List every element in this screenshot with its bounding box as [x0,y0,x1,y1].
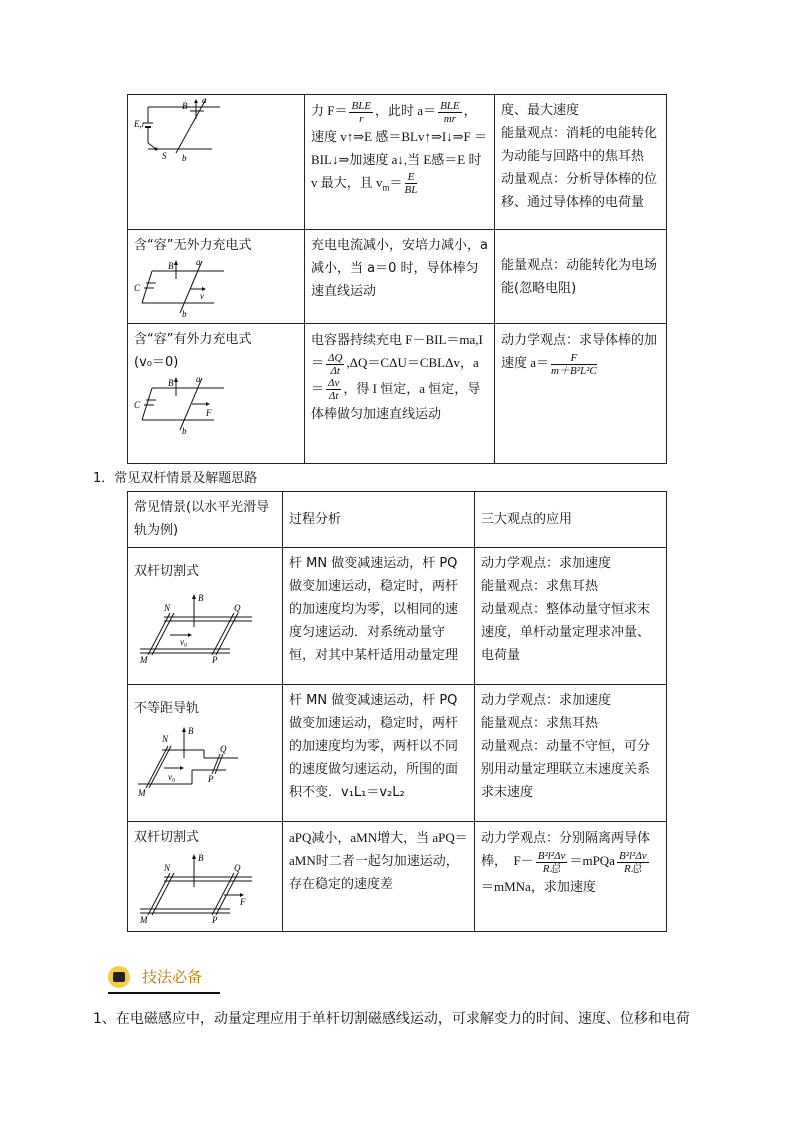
cell-process-5: 杆 MN 做变减速运动，杆 PQ 做变加速运动，稳定时，两杆的加速度均为零，两杆以不同的速度做匀速运动，所围的面积不变．v₁L₁＝v₂L₂ [283,685,475,822]
denominator: r [359,112,364,125]
section-underline [108,992,220,994]
cell-process-3 [305,324,495,464]
label-v0: v₀ [168,772,176,782]
paragraph-1: 1、在电磁感应中，动量定理应用于单杆切割磁感线运动，可求解变力的时间、速度、位移和电荷 [93,1011,690,1027]
fraction [617,850,649,875]
denominator: Δt [330,364,340,377]
label-F: F [206,408,212,418]
fraction [536,850,568,875]
table-row [128,230,667,324]
numerator: B²l²Δv [618,849,647,862]
capacitor-diagram-2 [134,257,244,317]
cell-diagram-6 [128,822,283,932]
label-M: M [140,915,148,923]
label-P: P [212,655,218,663]
table-row [128,324,667,464]
cell-diagram-1 [128,95,305,230]
book-icon [108,966,130,988]
label-P: P [212,915,218,923]
label-a: a [202,97,207,105]
section-heading [108,963,220,995]
text: 动力学观点：求导体棒的加速度 a＝ [501,332,658,370]
label-B: B [198,853,204,863]
cell-viewpoints-5: 动力学观点：求加速度 能量观点：求焦耳热 动量观点：动量不守恒，可分别用动量定理联立末速度关系求末速度 [475,685,667,822]
label-B: B [182,101,188,111]
fraction [405,171,418,196]
label-B: B [168,261,174,271]
text: ＝mPQa [569,853,615,868]
section-title: 技法必备 [142,968,203,986]
scenario-label: 双杆切割式 [134,564,200,579]
scenario-label: 不等距导轨 [134,701,200,716]
label-Er: E,r [134,119,146,129]
cell-diagram-5 [128,685,283,822]
header-process: 过程分析 [283,492,475,548]
fraction [349,100,373,125]
scenario-label: 含“容”无外力充电式 [134,238,252,253]
table-double-rod [127,491,667,932]
text: 动力学观点：分别隔离两导体棒， F－ [481,830,651,868]
label-a: a [196,374,201,384]
scenario-condition: (v₀＝0) [134,355,179,370]
label-b: b [182,309,187,317]
cell-process-6: aPQ减小，aMN增大，当 aPQ＝aMN时二者一起匀加速运动，存在稳定的速度差 [283,822,475,932]
cell-viewpoints-2: 能量观点：动能转化为电场能(忽略电阻) [495,230,667,324]
cell-viewpoints-6 [475,822,667,932]
numerator: ΔQ [328,351,343,364]
table-single-rod [127,94,667,464]
fraction [438,100,462,125]
text: ，此时 a＝ [375,103,437,118]
table-header-row [128,492,667,548]
label-S: S [162,151,167,161]
numerator: BLE [351,99,372,112]
label-M: M [140,655,148,663]
label-b: b [182,153,187,163]
label-B: B [168,378,174,388]
label-v0: v₀ [180,637,188,647]
table-row [128,685,667,822]
text: ＝mMNa，求加速度 [481,878,596,894]
label-Q: Q [234,603,241,613]
label-N: N [164,603,171,613]
label-N: N [164,863,171,873]
label-b: b [182,426,187,436]
cell-process-2: 充电电流减小，安培力减小，a 减小，当 a＝0 时，导体棒匀速直线运动 [305,230,495,324]
text: ，得 I 恒定，a 恒定，导体棒做匀加速直线运动 [311,380,481,422]
label-a: a [196,257,201,267]
capacitor-diagram-3 [134,374,244,436]
scenario-label: 双杆切割式 [134,830,200,845]
label-B: B [198,593,204,603]
double-rod-diagram-2 [134,849,264,923]
label-P: P [208,774,214,784]
table-row [128,95,667,230]
table-row [128,548,667,685]
denominator: m＋B²L²C [551,364,597,377]
table-row [128,822,667,932]
scenario-label: 含“容”有外力充电式 [134,332,252,347]
text: 力 F＝ [311,103,348,118]
cell-viewpoints-1: 度、最大速度 能量观点：消耗的电能转化为动能与回路中的焦耳热 动量观点：分析导体棒的位移、通过导体棒的电荷量 [495,95,667,230]
numerator: E [405,171,418,184]
cell-process-1 [305,95,495,230]
text: ,ΔQ＝CΔU＝CBLΔv，a＝ [311,355,479,396]
numerator: Δv [328,377,340,390]
denominator: R总 [623,862,642,875]
cell-viewpoints-4: 动力学观点：求加速度 能量观点：求焦耳热 动量观点：整体动量守恒求末速度，单杆动量定理求冲量、电荷量 [475,548,667,685]
numerator: B²l²Δv [537,849,566,862]
cell-diagram-2 [128,230,305,324]
fraction [326,377,341,402]
denominator: mr [443,112,456,125]
label-N: N [162,734,169,744]
label-Q: Q [220,744,227,754]
header-scenario: 常见情景(以水平光滑导轨为例) [128,492,283,548]
denominator: BL [404,184,418,197]
label-C: C [134,283,141,293]
label-M: M [138,788,146,796]
label-Q: Q [234,863,241,873]
cell-diagram-3 [128,324,305,464]
subscript: m [382,182,390,193]
fraction [551,352,597,377]
header-viewpoints: 三大观点的应用 [475,492,667,548]
denominator: Δt [328,390,339,403]
cell-diagram-4 [128,548,283,685]
label-C: C [134,400,141,410]
heading-double-rod: 1．常见双杆情景及解题思路 [93,471,258,486]
numerator: F [551,352,597,365]
double-rod-diagram-1 [134,583,264,663]
label-F: F [240,897,246,907]
circuit-diagram-1 [132,97,242,167]
numerator: BLE [440,99,460,112]
label-B: B [188,726,194,736]
denominator: R总 [542,862,561,875]
cell-viewpoints-3 [495,324,667,464]
text: 电容器持续充电 F－BIL＝ma,I＝ [311,332,483,370]
text: ，速度 v↑⇒E 感＝BLv↑⇒I↓⇒F ＝BIL↓⇒加速度 a↓,当 E感＝E 时 v 最大，且 v [311,103,488,190]
label-v: v [200,291,204,301]
unequal-rail-diagram [134,720,264,796]
fraction [326,352,344,377]
cell-process-4: 杆 MN 做变减速运动，杆 PQ 做变加速运动，稳定时，两杆的加速度均为零，以相同的速度匀速运动．对系统动量守恒，对其中某杆适用动量定理 [283,548,475,685]
text: ＝ [389,174,403,190]
